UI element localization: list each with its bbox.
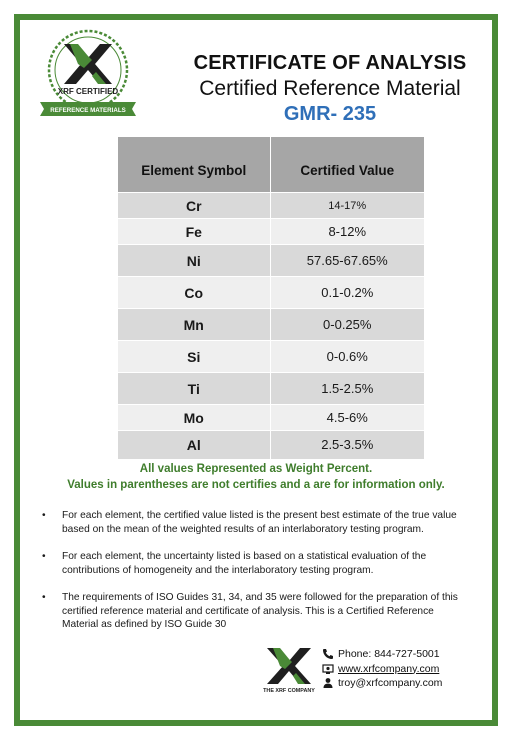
website-icon	[322, 663, 334, 675]
certificate-header	[180, 52, 480, 126]
ribbon-text: REFERENCE MATERIALS	[50, 107, 126, 114]
element-value: 8-12%	[270, 219, 424, 245]
list-item-text: The requirements of ISO Guides 31, 34, and 35 were followed for the preparation of this certified reference material and certificate of analysis. This is a Certified Reference Material as defined by ISO Guide 30	[62, 592, 458, 630]
certified-values-table	[118, 137, 424, 459]
email-address[interactable]: troy@xrfcompany.com	[338, 677, 443, 689]
element-symbol: Cr	[118, 193, 270, 219]
element-symbol: Co	[118, 277, 270, 309]
phone-icon	[322, 648, 334, 660]
table-row	[118, 245, 424, 277]
column-header-element: Element Symbol	[118, 137, 270, 193]
list-item	[40, 550, 460, 577]
bullet-icon: •	[42, 551, 46, 562]
page-subtitle: Certified Reference Material	[199, 77, 461, 100]
table-row	[118, 309, 424, 341]
table-row	[118, 405, 424, 431]
element-value: 2.5-3.5%	[270, 431, 424, 459]
note-line-2: Values in parentheses are not certifies and a are for information only.	[67, 479, 445, 491]
element-symbol: Al	[118, 431, 270, 459]
phone-number: Phone: 844-727-5001	[338, 648, 440, 660]
element-value: 0-0.6%	[270, 341, 424, 373]
table-header-row	[118, 137, 424, 193]
element-symbol: Fe	[118, 219, 270, 245]
table-row	[118, 219, 424, 245]
note-line-1: All values Represented as Weight Percent.	[139, 463, 373, 475]
element-symbol: Ni	[118, 245, 270, 277]
element-value: 57.65-67.65%	[270, 245, 424, 277]
product-code: GMR- 235	[283, 103, 377, 125]
bullet-icon: •	[42, 510, 46, 521]
table-row	[118, 431, 424, 459]
bullet-icon: •	[42, 592, 46, 603]
element-symbol: Ti	[118, 373, 270, 405]
footer-logo-text: THE XRF COMPANY	[263, 688, 315, 694]
weight-percent-notes	[40, 461, 472, 493]
xrf-certified-badge-icon	[36, 26, 140, 126]
element-value: 14-17%	[270, 193, 424, 219]
table-row	[118, 341, 424, 373]
website-link[interactable]: www.xrfcompany.com	[338, 662, 440, 675]
website-row	[322, 662, 442, 677]
table-row	[118, 277, 424, 309]
xrf-company-logo-icon	[260, 646, 318, 694]
person-icon	[322, 677, 334, 689]
table-row	[118, 373, 424, 405]
element-symbol: Mn	[118, 309, 270, 341]
contact-info	[322, 647, 442, 691]
element-value: 1.5-2.5%	[270, 373, 424, 405]
element-value: 4.5-6%	[270, 405, 424, 431]
column-header-value: Certified Value	[270, 137, 424, 193]
table-row	[118, 193, 424, 219]
list-item	[40, 591, 460, 632]
element-value: 0.1-0.2%	[270, 277, 424, 309]
element-value: 0-0.25%	[270, 309, 424, 341]
page-title: CERTIFICATE OF ANALYSIS	[193, 52, 467, 74]
element-symbol: Si	[118, 341, 270, 373]
list-item-text: For each element, the uncertainty listed is based on a statistical evaluation of the contributions of homogeneity and the interlaboratory testing program.	[62, 551, 427, 576]
phone-row	[322, 647, 442, 662]
list-item	[40, 509, 460, 536]
explanation-list	[40, 509, 460, 646]
element-symbol: Mo	[118, 405, 270, 431]
list-item-text: For each element, the certified value listed is the present best estimate of the true value based on the mean of the weighted results of an interlaboratory testing program.	[62, 510, 457, 535]
email-row	[322, 676, 442, 691]
badge-text: XRF CERTIFIED	[57, 87, 119, 96]
